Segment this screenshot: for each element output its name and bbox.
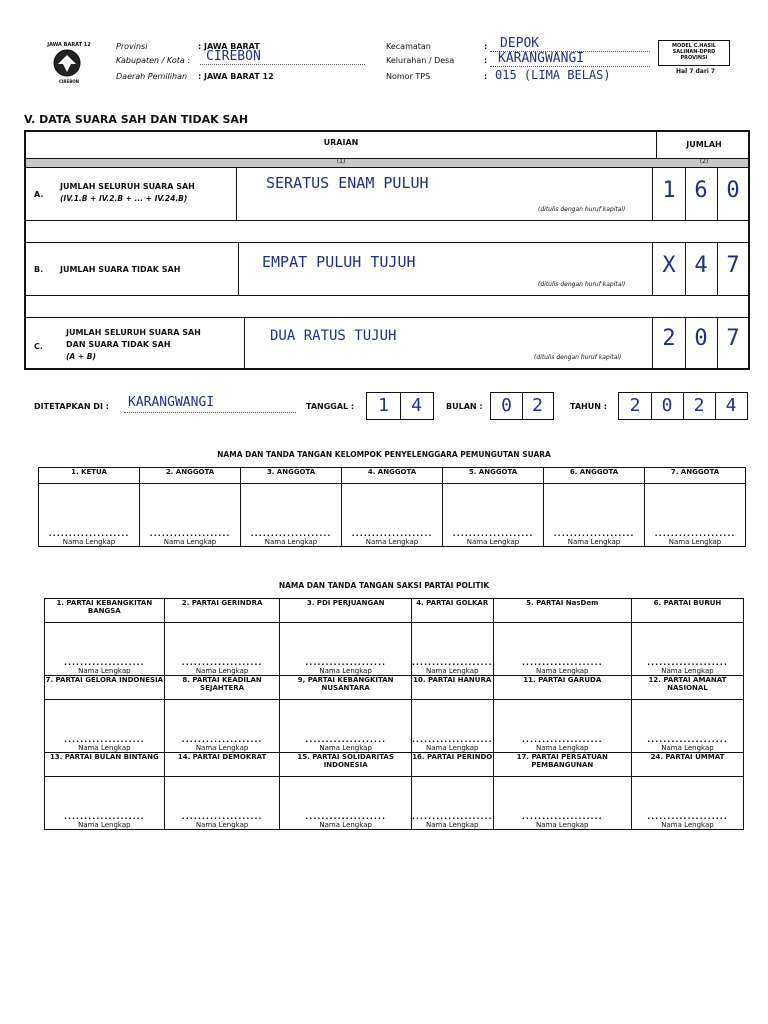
party-sign-cell: .................... Nama Lengkap: [45, 777, 165, 830]
tps-label: Nomor TPS: [386, 72, 431, 81]
kabupaten-label: Kabupaten / Kota :: [116, 56, 191, 65]
name-label: Nama Lengkap: [668, 538, 722, 546]
name-label: Nama Lengkap: [163, 538, 217, 546]
kelurahan-colon: :: [484, 56, 488, 65]
row-a-d3: 0: [726, 178, 740, 203]
party-header: 9, PARTAI KEBANGKITAN NUSANTARA: [280, 675, 411, 699]
document-header: [40, 36, 740, 96]
col-jumlah-header: JUMLAH: [686, 140, 722, 149]
ditetapkan-dots: [124, 412, 296, 413]
page-number: Hal 7 dari 7: [676, 68, 716, 75]
spacer-2: [26, 295, 748, 318]
tanggal-d1: 1: [378, 395, 389, 416]
party-header: 10. PARTAI HANURA: [411, 675, 493, 699]
kpps-member: 6. ANGGOTA: [544, 468, 645, 484]
kelurahan-label: Kelurahan / Desa: [386, 56, 455, 65]
section-title: V. DATA SUARA SAH DAN TIDAK SAH: [24, 113, 249, 126]
sub-2: (2): [699, 158, 709, 165]
row-b-divider: [238, 243, 239, 295]
party-header: 17. PARTAI PERSATUAN PEMBANGUNAN: [493, 752, 631, 776]
kpps-member: 5. ANGGOTA: [443, 468, 544, 484]
party-sign-cell: .................... Nama Lengkap: [280, 700, 411, 753]
party-sign-cell: .................... Nama Lengkap: [411, 777, 493, 830]
row-c-d3: 7: [726, 326, 740, 351]
party-sign-cell: .................... Nama Lengkap: [411, 623, 493, 676]
party-header: 24. PARTAI UMMAT: [631, 752, 743, 776]
kabupaten-dots: [200, 64, 365, 65]
kecamatan-colon: :: [484, 42, 488, 51]
row-a-divider: [236, 168, 237, 220]
emblem-logo: [46, 42, 91, 84]
name-label: Nama Lengkap: [264, 538, 318, 546]
party-sign-cell: .................... Nama Lengkap: [280, 777, 411, 830]
tanggal-label: TANGGAL :: [306, 402, 355, 411]
spacer-1: [26, 220, 748, 243]
tps-colon: :: [484, 72, 488, 81]
party-sign-cell: .................... Nama Lengkap: [45, 623, 165, 676]
party-header: 1. PARTAI KEBANGKITAN BANGSA: [45, 599, 165, 623]
row-c-letter: C.: [34, 342, 43, 351]
party-sign-cell: .................... Nama Lengkap: [631, 700, 743, 753]
logo-subtext: CIREBON: [58, 79, 80, 84]
row-a-label1: JUMLAH SELURUH SUARA SAH: [60, 182, 195, 191]
row-c-digitbox: [652, 318, 749, 368]
party-header: 11. PARTAI GARUDA: [493, 675, 631, 699]
provinsi-label: Provinsi: [116, 42, 148, 51]
row-b-d2: 4: [694, 253, 708, 278]
row-c-label1: JUMLAH SELURUH SUARA SAH: [66, 328, 201, 337]
tahun-d1: 2: [629, 395, 641, 416]
tahun-label: TAHUN :: [570, 402, 607, 411]
row-b-letter: B.: [34, 265, 44, 274]
party-sign-cell: .................... Nama Lengkap: [493, 623, 631, 676]
tanggal-box: [366, 392, 434, 420]
name-label: Nama Lengkap: [425, 821, 479, 829]
party-sign-cell: .................... Nama Lengkap: [164, 700, 280, 753]
row-c-note: (ditulis dengan huruf kapital): [534, 354, 622, 361]
row-b-label1: JUMLAH SUARA TIDAK SAH: [60, 265, 181, 274]
row-a-note: (ditulis dengan huruf kapital): [538, 206, 626, 213]
kecamatan-value: DEPOK: [500, 36, 540, 51]
name-label: Nama Lengkap: [661, 821, 714, 829]
sub-1: (1): [336, 158, 346, 165]
name-label: Nama Lengkap: [78, 666, 131, 675]
tahun-d3: 2: [693, 395, 705, 416]
name-label: Nama Lengkap: [661, 666, 714, 675]
dapil-value: : JAWA BARAT 12: [198, 72, 274, 81]
kpps-sign-cell: .................... Nama Lengkap: [241, 484, 342, 547]
row-a-d1: 1: [662, 178, 676, 203]
bulan-d2: 2: [532, 395, 543, 416]
party-header: 12. PARTAI AMANAT NASIONAL: [631, 675, 743, 699]
row-a-label2: (IV.1.B + IV.2.B + ... + IV.24.B): [60, 194, 188, 203]
name-label: Nama Lengkap: [425, 666, 479, 675]
kpps-title: NAMA DAN TANDA TANGAN KELOMPOK PENYELENGGARA PEMUNGUTAN SUARA: [217, 450, 551, 459]
tahun-d4: 4: [725, 395, 737, 416]
kpps-member: 3. ANGGOTA: [241, 468, 342, 484]
vote-table: [24, 130, 750, 370]
party-header: 8. PARTAI KEADILAN SEJAHTERA: [164, 675, 280, 699]
kpps-member: 1. KETUA: [39, 468, 140, 484]
tahun-box: [618, 392, 748, 420]
logo-text: JAWA BARAT 12: [47, 42, 91, 48]
party-header: 3. PDI PERJUANGAN: [280, 599, 411, 623]
tps-value: 015 (LIMA BELAS): [495, 68, 611, 82]
name-label: Nama Lengkap: [365, 538, 419, 546]
party-header: 16. PARTAI PERINDO: [411, 752, 493, 776]
row-a-words: SERATUS ENAM PULUH: [266, 174, 429, 192]
tahun-d2: 0: [661, 395, 673, 416]
header-divider: [656, 132, 657, 160]
bulan-label: BULAN :: [446, 402, 483, 411]
name-label: Nama Lengkap: [536, 743, 589, 752]
col-uraian-header: URAIAN: [323, 138, 359, 147]
dapil-label: Daerah Pemilihan: [116, 72, 188, 81]
kpps-sign-cell: .................... Nama Lengkap: [645, 484, 746, 547]
row-c-label2: DAN SUARA TIDAK SAH: [66, 340, 171, 349]
model-box: MODEL C.HASIL SALINAN-DPRD PROVINSI: [658, 40, 730, 66]
row-b-d1: X: [662, 253, 676, 278]
row-a: [26, 168, 748, 221]
kpps-sign-cell: .................... Nama Lengkap: [140, 484, 241, 547]
row-a-digitbox: [652, 168, 749, 220]
name-label: Nama Lengkap: [319, 821, 372, 829]
name-label: Nama Lengkap: [536, 666, 589, 675]
row-c-d2: 0: [694, 326, 708, 351]
party-header: 4. PARTAI GOLKAR: [411, 599, 493, 623]
party-sign-cell: .................... Nama Lengkap: [493, 700, 631, 753]
name-label: Nama Lengkap: [78, 743, 131, 752]
bulan-box: [490, 392, 554, 420]
row-a-d2: 6: [694, 178, 708, 203]
row-c-label3: (A + B): [66, 352, 96, 361]
saksi-table: [44, 598, 744, 830]
ditetapkan-label: DITETAPKAN DI :: [34, 402, 109, 411]
kpps-member: 2. ANGGOTA: [140, 468, 241, 484]
ditetapkan-place: KARANGWANGI: [128, 395, 215, 410]
party-header: 14. PARTAI DEMOKRAT: [164, 752, 280, 776]
row-c-d1: 2: [662, 326, 676, 351]
row-c-divider: [244, 318, 245, 368]
kelurahan-value: KARANGWANGI: [498, 51, 585, 66]
name-label: Nama Lengkap: [195, 666, 249, 675]
name-label: Nama Lengkap: [466, 538, 520, 546]
name-label: Nama Lengkap: [319, 743, 372, 752]
party-header: 13. PARTAI BULAN BINTANG: [45, 752, 165, 776]
party-header: 2. PARTAI GERINDRA: [164, 599, 280, 623]
row-b-d3: 7: [726, 253, 740, 278]
party-sign-cell: .................... Nama Lengkap: [493, 777, 631, 830]
name-label: Nama Lengkap: [195, 743, 249, 752]
party-sign-cell: .................... Nama Lengkap: [45, 700, 165, 753]
name-label: Nama Lengkap: [567, 538, 621, 546]
kpps-sign-cell: .................... Nama Lengkap: [342, 484, 443, 547]
bulan-d1: 0: [501, 395, 512, 416]
kpps-member: 7. ANGGOTA: [645, 468, 746, 484]
party-header: 5. PARTAI NasDem: [493, 599, 631, 623]
party-sign-cell: .................... Nama Lengkap: [280, 623, 411, 676]
kpps-member: 4. ANGGOTA: [342, 468, 443, 484]
row-b-digitbox: [652, 243, 749, 295]
row-c-words: DUA RATUS TUJUH: [270, 328, 397, 344]
kpps-sign-cell: .................... Nama Lengkap: [544, 484, 645, 547]
party-sign-cell: .................... Nama Lengkap: [631, 623, 743, 676]
party-header: 6. PARTAI BURUH: [631, 599, 743, 623]
row-b: [26, 243, 748, 296]
party-sign-cell: .................... Nama Lengkap: [411, 700, 493, 753]
tanggal-d2: 4: [411, 395, 422, 416]
row-a-letter: A.: [34, 190, 44, 199]
name-label: Nama Lengkap: [425, 743, 479, 752]
party-sign-cell: .................... Nama Lengkap: [164, 777, 280, 830]
row-b-words: EMPAT PULUH TUJUH: [262, 253, 416, 271]
saksi-title: NAMA DAN TANDA TANGAN SAKSI PARTAI POLITIK: [278, 581, 490, 590]
name-label: Nama Lengkap: [78, 821, 131, 829]
provinsi-value: : JAWA BARAT: [198, 42, 260, 51]
name-label: Nama Lengkap: [319, 666, 372, 675]
kpps-table: [38, 467, 746, 547]
row-c: [26, 318, 748, 368]
kabupaten-value: CIREBON: [206, 49, 261, 64]
row-b-note: (ditulis dengan huruf kapital): [538, 281, 626, 288]
name-label: Nama Lengkap: [62, 538, 116, 546]
name-label: Nama Lengkap: [195, 821, 249, 829]
kelurahan-dots: [490, 66, 650, 67]
party-sign-cell: .................... Nama Lengkap: [164, 623, 280, 676]
name-label: Nama Lengkap: [661, 743, 714, 752]
party-sign-cell: .................... Nama Lengkap: [631, 777, 743, 830]
kecamatan-label: Kecamatan: [386, 42, 431, 51]
name-label: Nama Lengkap: [536, 821, 589, 829]
kpps-sign-cell: .................... Nama Lengkap: [443, 484, 544, 547]
party-header: 7. PARTAI GELORA INDONESIA: [45, 675, 165, 699]
party-header: 15. PARTAI SOLIDARITAS INDONESIA: [280, 752, 411, 776]
kpps-sign-cell: .................... Nama Lengkap: [39, 484, 140, 547]
